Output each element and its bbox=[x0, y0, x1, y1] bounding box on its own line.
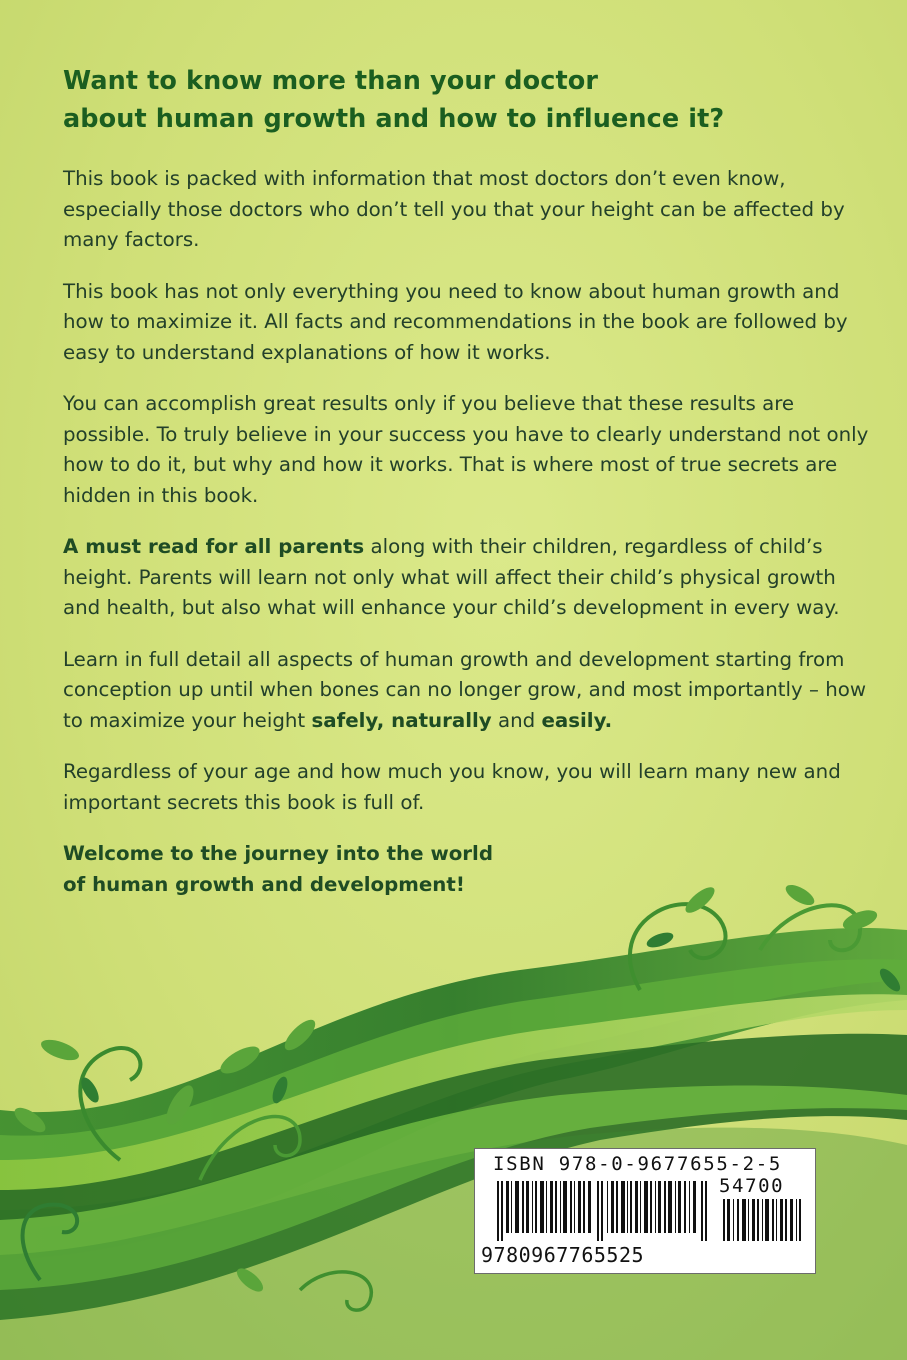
vine-swirl-illustration bbox=[0, 860, 907, 1360]
back-cover-text bbox=[63, 62, 873, 921]
paragraph-5-emphasis-1: safely, naturally bbox=[311, 708, 492, 732]
ean-number: 9780967765525 bbox=[481, 1243, 645, 1267]
paragraph-2: This book has not only everything you need to know about human growth and how to maximize it. All facts and recommendations in the book are followed by easy to understand explanations of how it works. bbox=[63, 279, 848, 364]
paragraph-6: Regardless of your age and how much you know, you will learn many new and important secrets this book is full of. bbox=[63, 760, 841, 814]
closing-line-1: Welcome to the journey into the world bbox=[63, 842, 494, 865]
headline-line-2: about human growth and how to influence it? bbox=[63, 104, 725, 134]
paragraph-1: This book is packed with information that most doctors don’t even know, especially those doctors who don’t tell you that your height can be affected by many factors. bbox=[63, 167, 845, 251]
isbn-barcode-block bbox=[474, 1148, 816, 1274]
paragraph-5 bbox=[63, 645, 873, 737]
paragraph-5-emphasis-2: easily. bbox=[541, 708, 613, 732]
ean-barcode bbox=[497, 1181, 711, 1241]
headline bbox=[63, 62, 873, 138]
paragraph-4 bbox=[63, 532, 873, 624]
addon-barcode bbox=[723, 1199, 803, 1241]
headline-line-1: Want to know more than your doctor bbox=[63, 66, 599, 96]
paragraph-5-and: and bbox=[491, 708, 542, 732]
isbn-addon-number: 54700 bbox=[719, 1175, 785, 1197]
closing-line-2: of human growth and development! bbox=[63, 872, 465, 896]
paragraph-4-text: along with their children, regardless of child’s height. Parents will learn not only what will affect their child’s physical growth and health, but also what will enhance your child’s development in every way. bbox=[63, 535, 840, 619]
paragraph-4-emphasis: A must read for all parents bbox=[63, 535, 365, 558]
closing-line bbox=[63, 839, 873, 900]
isbn-label: ISBN 978-0-9677655-2-5 bbox=[493, 1153, 783, 1175]
paragraph-5-text: Learn in full detail all aspects of human growth and development starting from conception up until when bones can no longer grow, and most importantly – how to maximize your height bbox=[63, 647, 867, 732]
paragraph-3: You can accomplish great results only if you believe that these results are possible. To truly believe in your success you have to clearly understand not only how to do it, but why and how it works. That is where most of true secrets are hidden in this book. bbox=[63, 392, 869, 507]
